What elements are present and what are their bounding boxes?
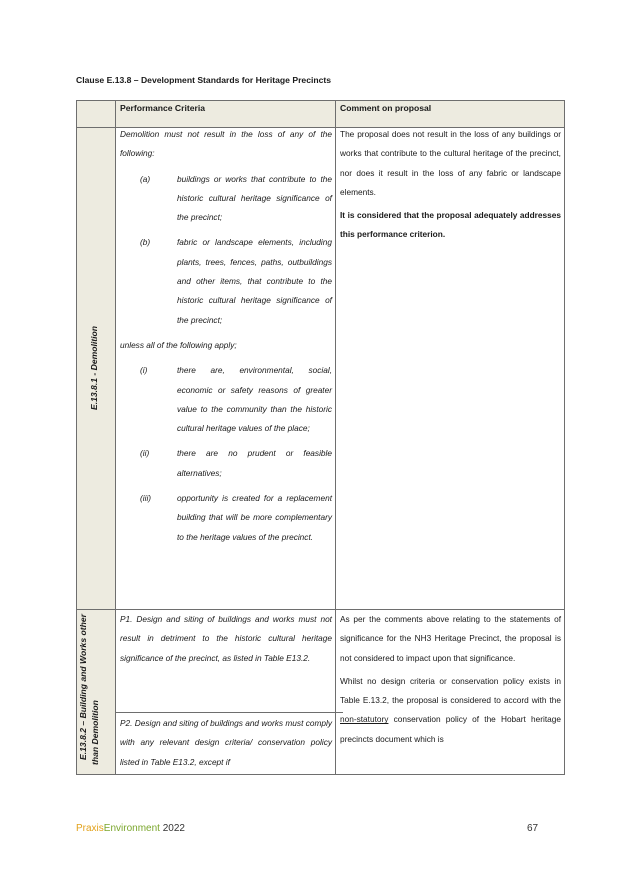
list-item-text: fabric or landscape elements, including plants, trees, fences, paths, outbuildings and other items, that contribute to the historic cultural heritage significance of the precinct;: [177, 237, 332, 325]
criteria-demolition: [120, 125, 332, 547]
row-label-building-works-line2: than Demolition: [90, 700, 100, 765]
list-item-text: opportunity is created for a replacement building that will be more complementary to the heritage values of the precinct.: [177, 493, 332, 542]
clause-title: Clause E.13.8 – Development Standards for Heritage Precincts: [76, 75, 332, 85]
list-item: [120, 170, 332, 228]
criteria-p2: P2. Design and siting of buildings and works must comply with any relevant design criteria/ conservation policy listed in Table E13.2, except if: [120, 718, 332, 767]
sub-row-divider: [115, 712, 343, 713]
list-item-text: buildings or works that contribute to the historic cultural heritage significance of the precinct;: [177, 173, 332, 223]
comment-conclusion: It is considered that the proposal adequately addresses this performance criterion.: [340, 210, 561, 240]
header-performance-criteria: Performance Criteria: [120, 103, 206, 113]
comment-demolition: [340, 125, 561, 245]
row-label-building-works: E.13.8.2 – Building and Works other: [78, 614, 88, 760]
list-item-label: (ii): [140, 448, 150, 459]
list-item: [120, 444, 332, 483]
list-item: [120, 489, 332, 547]
list-item: [120, 233, 332, 329]
list-item-label: (a): [140, 173, 151, 184]
list-item-text: there are no prudent or feasible alternatives;: [177, 448, 332, 478]
brand-praxis: Praxis: [76, 823, 104, 834]
page-number: 67: [527, 823, 539, 834]
comment-text-continued: [340, 672, 561, 749]
column-divider: [115, 101, 116, 774]
list-item: [120, 361, 332, 438]
footer-brand: [76, 823, 185, 834]
column-divider: [335, 101, 336, 774]
criteria-intro: Demolition must not result in the loss of any of the following:: [120, 129, 332, 159]
criteria-unless: unless all of the following apply;: [120, 339, 237, 350]
row-label-demolition: E.13.8.1 - Demolition: [89, 325, 99, 411]
list-item-label: (i): [140, 365, 148, 376]
performance-table: [76, 100, 565, 775]
criteria-p1: P1. Design and siting of buildings and works must not result in detriment to the historic cultural heritage significance of the precinct, as listed in Table E13.2.: [120, 614, 332, 663]
header-comment-on-proposal: Comment on proposal: [340, 103, 432, 113]
list-item-text: there are, environmental, social, economic or safety reasons of greater value to the community than the historic cultural heritage values of the place;: [177, 365, 332, 434]
comment-text-part: Whilst no design criteria or conservation policy exists in Table E.13.2, the proposal is considered to accord with the: [340, 675, 561, 706]
comment-text: As per the comments above relating to the statements of significance for the NH3 Heritage Precinct, the proposal is not considered to impact upon that significance.: [340, 614, 561, 663]
footer-year: 2022: [162, 823, 185, 834]
list-item-label: (iii): [140, 493, 152, 504]
comment-building-works: [340, 610, 561, 749]
brand-environment: Environment: [103, 823, 160, 834]
list-item-label: (b): [140, 237, 151, 248]
comment-text-part: conservation policy of the Hobart heritage precincts document which is: [340, 714, 561, 744]
non-statutory-term: non-statutory: [340, 714, 389, 725]
comment-text: The proposal does not result in the loss of any buildings or works that contribute to the cultural heritage of the precinct, nor does it result in the loss of any fabric or landscape elements.: [340, 129, 561, 197]
